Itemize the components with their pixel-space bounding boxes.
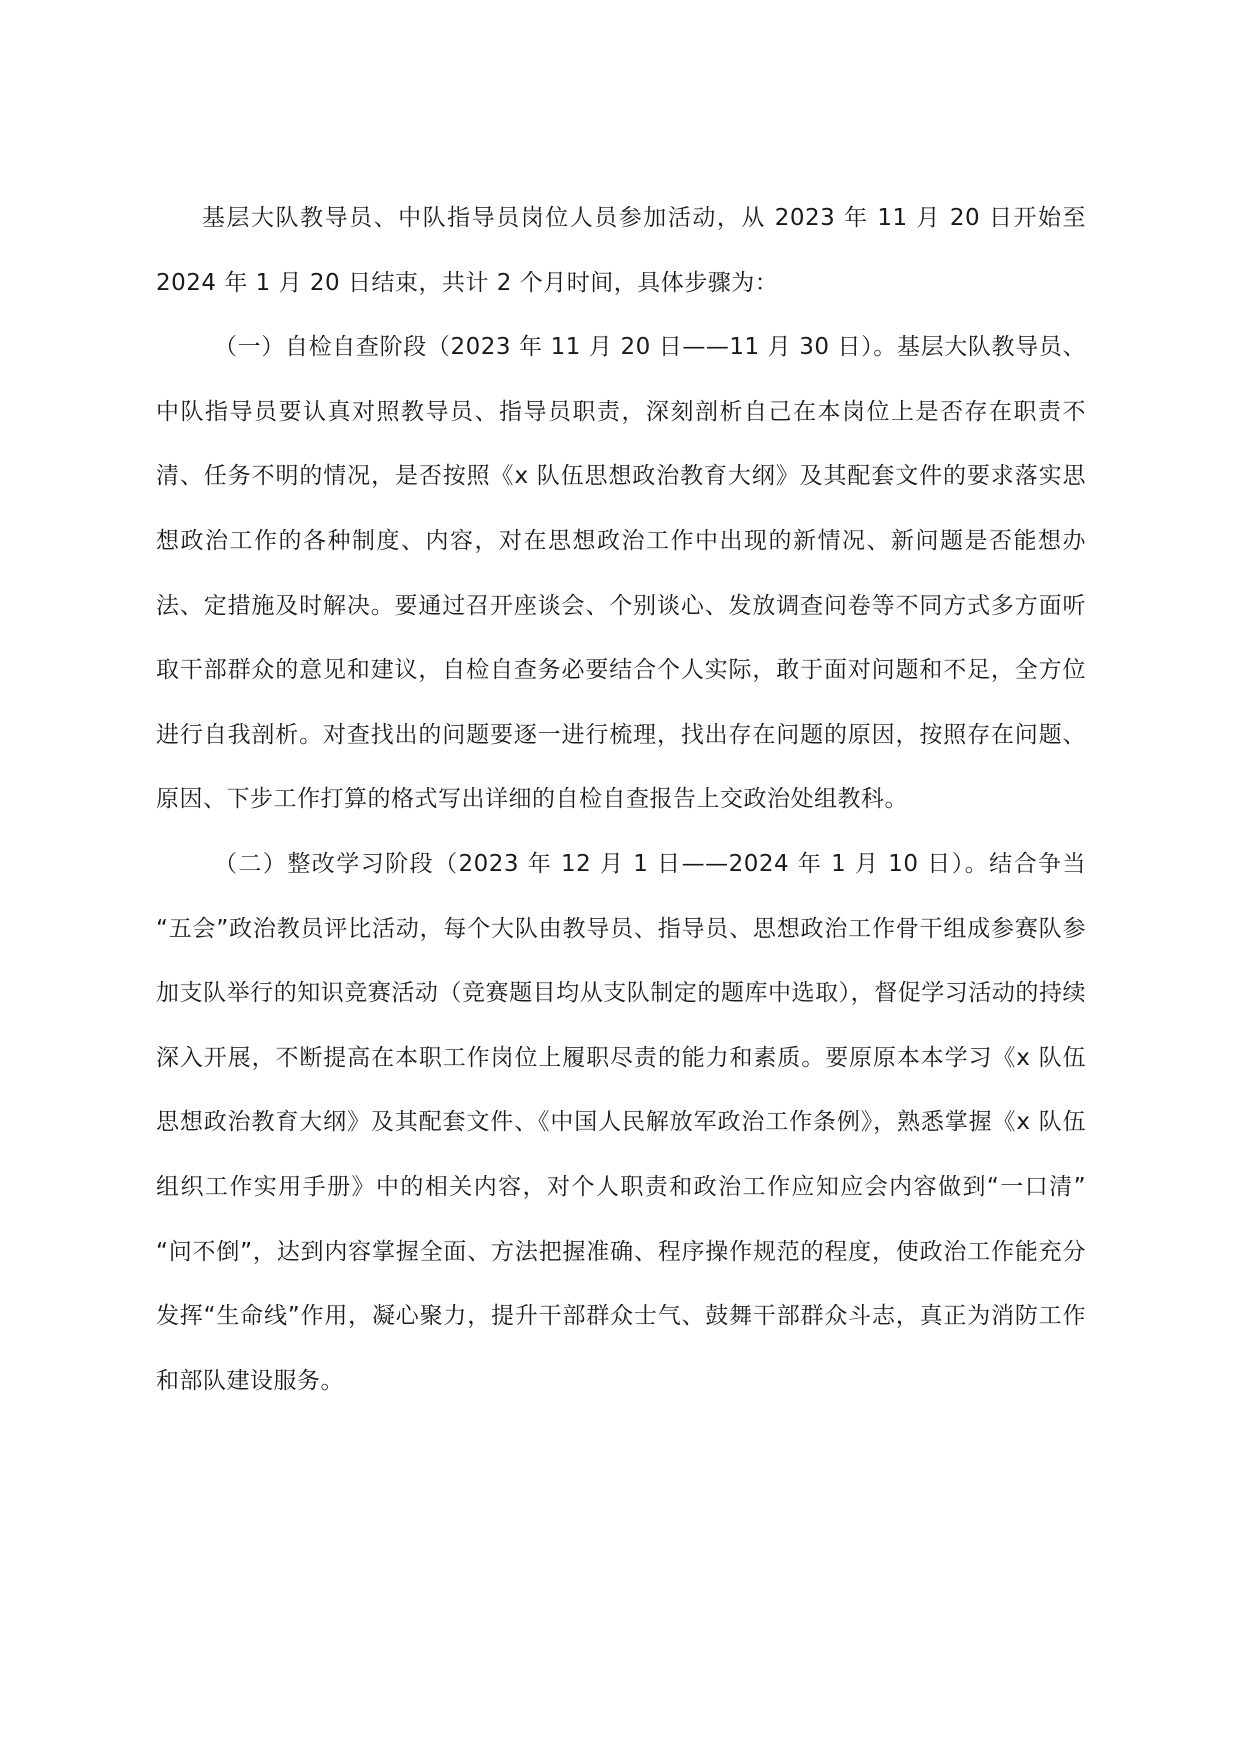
intro-paragraph: 基层大队教导员、中队指导员岗位人员参加活动，从 2023 年 11 月 20 日开始至 2024 年 1 月 20 日结束，共计 2 个月时间，具体步骤为： bbox=[156, 205, 1086, 296]
rectification-study-stage-paragraph: （二）整改学习阶段（2023 年 12 月 1 日——2024 年 1 月 10 日）。结合争当 “五会”政治教员评比活动，每个大队由教导员、指导员、思想政治工作骨干组成参赛队参加支队举行的知识竞赛活动（竞赛题目均从支队制定的题库中选取），督促学习活动的持续深入开展，不断提高在本职工作岗位上履职尽责的能力和素质。要原原本本学习《x 队伍思想政治教育大纲》及其配套文件、《中国人民解放军政治工作条例》，熟悉掌握《x 队伍组织工作实用手册》中的相关内容，对个人职责和政治工作应知应会内容做到“一口清” “问不倒”，达到内容掌握全面、方法把握准确、程序操作规范的程度，使政治工作能充分发挥“生命线”作用，凝心聚力，提升干部群众士气、鼓舞干部群众斗志，真正为消防工作和部队建设服务。 bbox=[156, 850, 1086, 1394]
self-inspection-stage-paragraph: （一）自检自查阶段（2023 年 11 月 20 日——11 月 30 日）。基层大队教导员、中队指导员要认真对照教导员、指导员职责，深刻剖析自己在本岗位上是否存在职责不清、任务不明的情况，是否按照《x 队伍思想政治教育大纲》及其配套文件的要求落实思想政治工作的各种制度、内容，对在思想政治工作中出现的新情况、新问题是否能想办法、定措施及时解决。要通过召开座谈会、个别谈心、发放调查问卷等不同方式多方面听取干部群众的意见和建议，自检自查务必要结合个人实际，敢于面对问题和不足，全方位进行自我剖析。对查找出的问题要逐一进行梳理，找出存在问题的原因，按照存在问题、原因、下步工作打算的格式写出详细的自检自查报告上交政治处组教科。 bbox=[156, 334, 1086, 813]
document-body bbox=[156, 186, 1086, 1413]
